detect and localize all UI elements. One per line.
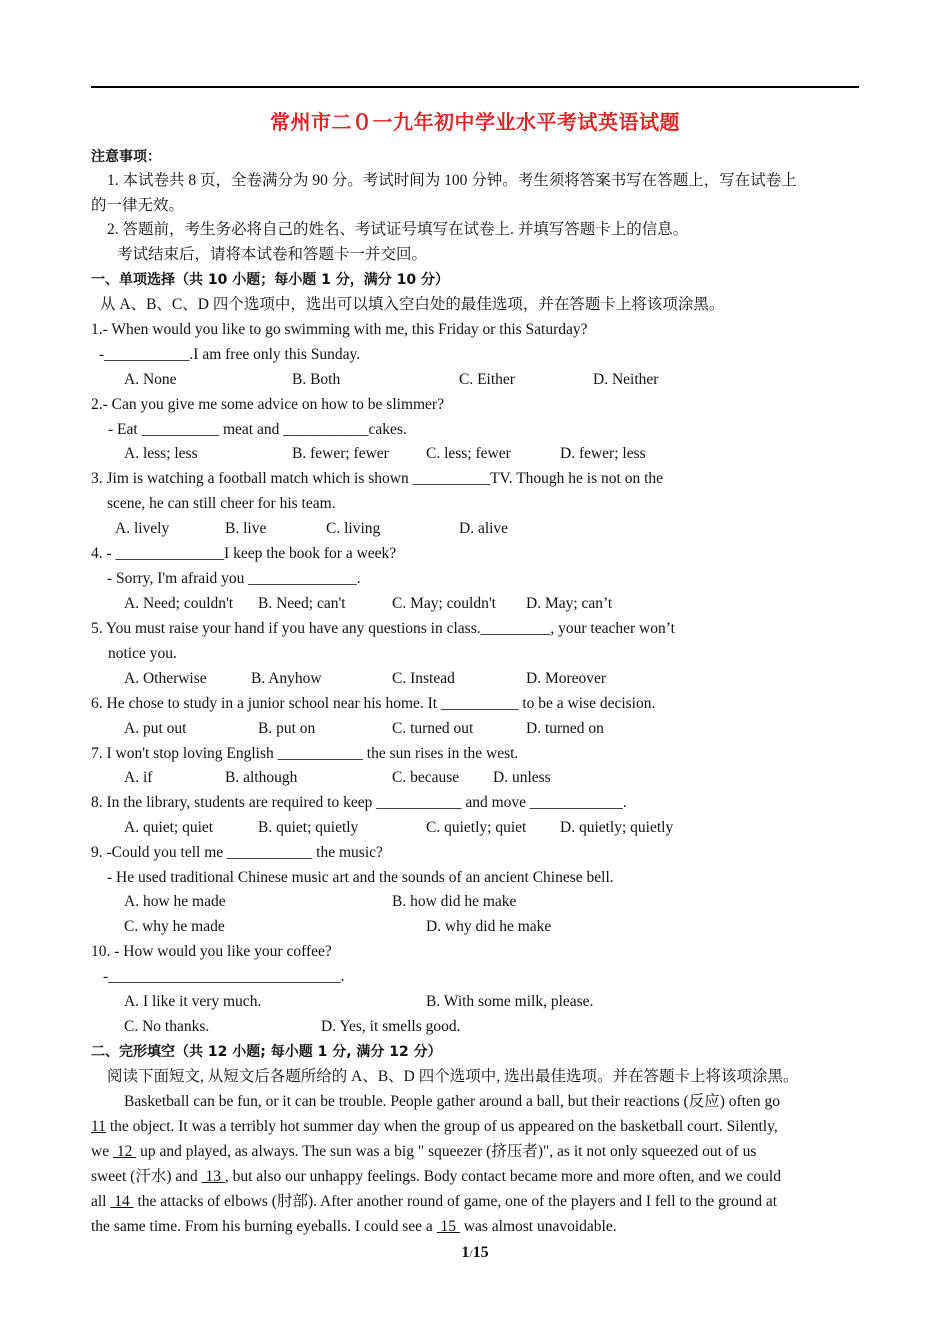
question-10-line-2: -______________________________. — [103, 968, 345, 985]
passage-text: was almost unavoidable. — [459, 1218, 617, 1235]
q2-option-b[interactable]: B. fewer; fewer — [292, 445, 389, 462]
q9-option-b[interactable]: B. how did he make — [392, 893, 517, 910]
passage-text: the object. It was a terribly hot summer day when the group of us appeared on the basketball court. Silently, — [105, 1118, 778, 1135]
notice-item-3: 考试结束后，请将本试卷和答题卡一并交回。 — [117, 246, 428, 263]
q3-option-c[interactable]: C. living — [326, 520, 381, 537]
q9-option-d[interactable]: D. why did he make — [426, 918, 552, 935]
section-2-heading: 二、完形填空（共 12 小题; 每小题 1 分, 满分 12 分） — [91, 1044, 442, 1060]
top-rule — [91, 86, 859, 88]
q1-option-d[interactable]: D. Neither — [593, 371, 659, 388]
blank-15[interactable]: 15 — [436, 1218, 460, 1235]
question-9-stem: 9. -Could you tell me ___________ the music? — [91, 844, 383, 861]
question-1-stem: 1.- When would you like to go swimming with me, this Friday or this Saturday? — [91, 321, 588, 338]
q4-option-c[interactable]: C. May; couldn't — [392, 595, 496, 612]
notice-item-1: 1. 本试卷共 8 页，全卷满分为 90 分。考试时间为 100 分钟。考生须将答案书写在答题上，写在试卷上 — [107, 172, 797, 189]
q1-option-a[interactable]: A. None — [124, 371, 177, 388]
passage-text: all — [91, 1193, 111, 1210]
question-5-line-2: notice you. — [108, 645, 177, 662]
q9-option-a[interactable]: A. how he made — [124, 893, 226, 910]
q9-option-c[interactable]: C. why he made — [124, 918, 225, 935]
q3-option-a[interactable]: A. lively — [115, 520, 170, 537]
question-3-stem: 3. Jim is watching a football match which is shown __________TV. Though he is not on the — [91, 470, 664, 487]
blank-13[interactable]: 13 — [201, 1168, 225, 1185]
q10-option-b[interactable]: B. With some milk, please. — [426, 993, 594, 1010]
question-9-line-2: - He used traditional Chinese music art and the sounds of an ancient Chinese bell. — [107, 869, 614, 886]
passage-text: the attacks of elbows (肘部). After another round of game, one of the players and I fell to the ground at — [133, 1193, 778, 1210]
q6-option-a[interactable]: A. put out — [124, 720, 187, 737]
q5-option-c[interactable]: C. Instead — [392, 670, 455, 687]
section-1-heading: 一、单项选择（共 10 小题；每小题 1 分，满分 10 分） — [91, 272, 449, 288]
page-number: 1 — [461, 1244, 470, 1261]
passage-text: the same time. From his burning eyeballs. I could see a — [91, 1218, 437, 1235]
page-separator: / — [469, 1246, 473, 1260]
blank-14[interactable]: 14 — [110, 1193, 134, 1210]
question-5-stem: 5. You must raise your hand if you have any questions in class._________, your teacher won’t — [91, 620, 675, 637]
q8-option-d[interactable]: D. quietly; quietly — [560, 819, 674, 836]
q6-option-b[interactable]: B. put on — [258, 720, 316, 737]
passage-line-1: Basketball can be fun, or it can be trouble. People gather around a ball, but their reactions (反应) often go — [124, 1093, 780, 1110]
question-8-stem: 8. In the library, students are required to keep ___________ and move ____________. — [91, 794, 627, 811]
passage-text: up and played, as always. The sun was a big " squeezer (挤压者)", as it not only squeezed out of us — [136, 1143, 757, 1160]
q3-option-b[interactable]: B. live — [225, 520, 267, 537]
page-footer — [0, 1244, 950, 1262]
q5-option-b[interactable]: B. Anyhow — [251, 670, 322, 687]
passage-line-2 — [91, 1118, 778, 1136]
question-4-line-2: - Sorry, I'm afraid you ______________. — [107, 570, 361, 587]
q3-option-d[interactable]: D. alive — [459, 520, 509, 537]
q7-option-d[interactable]: D. unless — [493, 769, 551, 786]
notice-item-2: 2. 答题前，考生务必将自己的姓名、考试证号填写在试卷上. 并填写答题卡上的信息。 — [107, 221, 689, 238]
q10-option-c[interactable]: C. No thanks. — [124, 1018, 210, 1035]
question-4-stem: 4. - ______________I keep the book for a week? — [91, 545, 397, 562]
passage-text: , but also our unhappy feelings. Body contact became more and more often, and we could — [224, 1168, 781, 1185]
q8-option-c[interactable]: C. quietly; quiet — [426, 819, 527, 836]
q7-option-b[interactable]: B. although — [225, 769, 298, 786]
q8-option-a[interactable]: A. quiet; quiet — [124, 819, 214, 836]
section-1-instruction: 从 A、B、C、D 四个选项中，选出可以填入空白处的最佳选项，并在答题卡上将该项涂黑。 — [100, 296, 725, 313]
notice-item-1-cont: 的一律无效。 — [91, 197, 185, 214]
q4-option-a[interactable]: A. Need; couldn't — [124, 595, 234, 612]
q6-option-d[interactable]: D. turned on — [526, 720, 604, 737]
q2-option-c[interactable]: C. less; fewer — [426, 445, 511, 462]
q7-option-c[interactable]: C. because — [392, 769, 460, 786]
q4-option-d[interactable]: D. May; can’t — [526, 595, 613, 612]
q2-option-d[interactable]: D. fewer; less — [560, 445, 646, 462]
q1-option-c[interactable]: C. Either — [459, 371, 515, 388]
page-title: 常州市二０一九年初中学业水平考试英语试题 — [270, 110, 680, 134]
passage-line-5 — [91, 1193, 777, 1211]
question-2-line-2: - Eat __________ meat and ___________cakes. — [108, 421, 407, 438]
question-3-line-2: scene, he can still cheer for his team. — [107, 495, 336, 512]
q6-option-c[interactable]: C. turned out — [392, 720, 474, 737]
blank-12[interactable]: 12 — [112, 1143, 137, 1160]
passage-line-6 — [91, 1218, 617, 1236]
page-total: 15 — [472, 1244, 489, 1261]
question-6-stem: 6. He chose to study in a junior school near his home. It __________ to be a wise decision. — [91, 695, 656, 712]
q1-option-b[interactable]: B. Both — [292, 371, 341, 388]
question-2-stem: 2.- Can you give me some advice on how to be slimmer? — [91, 396, 444, 413]
q10-option-a[interactable]: A. I like it very much. — [124, 993, 262, 1010]
q7-option-a[interactable]: A. if — [124, 769, 153, 786]
passage-line-3 — [91, 1143, 756, 1161]
q4-option-b[interactable]: B. Need; can't — [258, 595, 346, 612]
passage-text: we — [91, 1143, 113, 1160]
question-10-stem: 10. - How would you like your coffee? — [91, 943, 332, 960]
question-7-stem: 7. I won't stop loving English ___________ the sun rises in the west. — [91, 745, 519, 762]
question-1-line-2: -___________.I am free only this Sunday. — [99, 346, 361, 363]
blank-11[interactable]: 11 — [91, 1118, 106, 1135]
q5-option-d[interactable]: D. Moreover — [526, 670, 607, 687]
section-2-instruction: 阅读下面短文, 从短文后各题所给的 A、B、D 四个选项中, 选出最佳选项。并在答题卡上将该项涂黑。 — [107, 1068, 799, 1085]
passage-line-4 — [91, 1168, 781, 1186]
notice-heading: 注意事项： — [91, 149, 161, 165]
q8-option-b[interactable]: B. quiet; quietly — [258, 819, 359, 836]
passage-text: sweet (汗水) and — [91, 1168, 202, 1185]
q2-option-a[interactable]: A. less; less — [124, 445, 198, 462]
q5-option-a[interactable]: A. Otherwise — [124, 670, 207, 687]
q10-option-d[interactable]: D. Yes, it smells good. — [321, 1018, 461, 1035]
